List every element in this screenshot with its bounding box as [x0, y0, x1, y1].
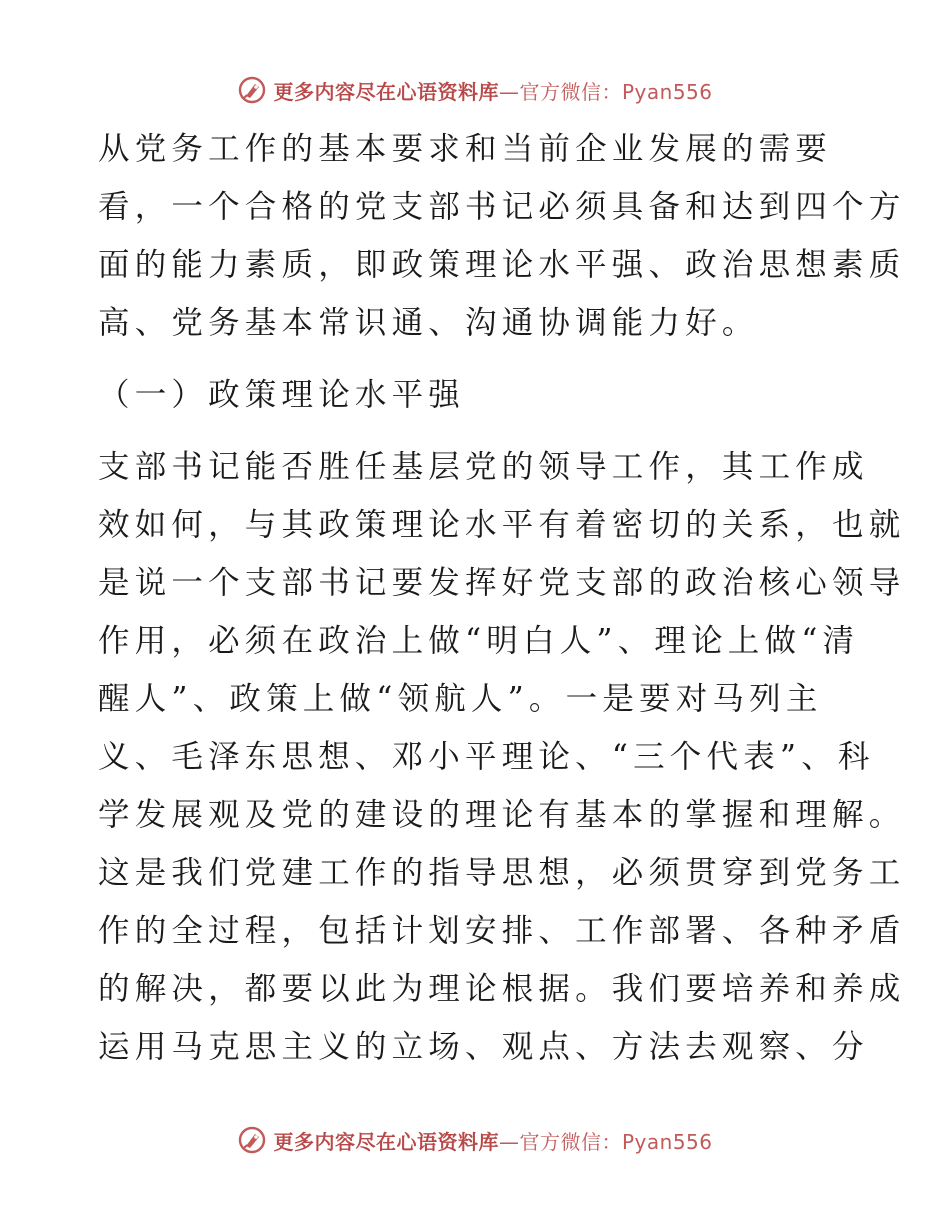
text-line: 义、毛泽东思想、邓小平理论、“三个代表”、科	[98, 739, 875, 775]
document-body	[98, 120, 906, 1076]
pen-nib-circle-icon	[237, 1125, 267, 1155]
pen-nib-circle-icon	[237, 75, 267, 105]
text-line: 运用马克思主义的立场、观点、方法去观察、分	[98, 1029, 869, 1065]
text-line: 作的全过程，包括计划安排、工作部署、各种矛盾	[98, 913, 906, 949]
section-heading: （一）政策理论水平强	[98, 377, 466, 413]
text-line: 醒人”、政策上做“领航人”。一是要对马列主	[98, 681, 823, 717]
paragraph-1	[98, 120, 906, 352]
text-line: 高、党务基本常识通、沟通协调能力好。	[98, 305, 759, 341]
text-line: 面的能力素质，即政策理论水平强、政治思想素质	[98, 247, 906, 283]
text-line: 的解决，都要以此为理论根据。我们要培养和养成	[98, 971, 906, 1007]
watermark-contact-id: Pyan556	[621, 1129, 713, 1154]
watermark-contact-label: 官方微信：	[519, 1129, 622, 1154]
text-line: 效如何，与其政策理论水平有着密切的关系，也就	[98, 507, 906, 543]
text-line: 这是我们党建工作的指导思想，必须贯穿到党务工	[98, 855, 906, 891]
text-line: 支部书记能否胜任基层党的领导工作，其工作成	[98, 449, 869, 485]
text-line: 从党务工作的基本要求和当前企业发展的需要	[98, 131, 833, 167]
watermark-contact-label: 官方微信：	[519, 79, 622, 104]
watermark-contact-id: Pyan556	[621, 79, 713, 104]
watermark-dash: —	[498, 79, 520, 104]
watermark-site-text: 更多内容尽在心语资料库	[273, 1129, 499, 1154]
footer-watermark	[0, 1120, 950, 1160]
watermark-dash: —	[498, 1129, 520, 1154]
paragraph-2	[98, 438, 906, 1076]
text-line: 看，一个合格的党支部书记必须具备和达到四个方	[98, 189, 906, 225]
text-line: 作用，必须在政治上做“明白人”、理论上做“清	[98, 623, 860, 659]
text-line: 是说一个支部书记要发挥好党支部的政治核心领导	[98, 565, 906, 601]
header-watermark	[0, 70, 950, 110]
text-line: 学发展观及党的建设的理论有基本的掌握和理解。	[98, 797, 906, 833]
watermark-site-text: 更多内容尽在心语资料库	[273, 79, 499, 104]
